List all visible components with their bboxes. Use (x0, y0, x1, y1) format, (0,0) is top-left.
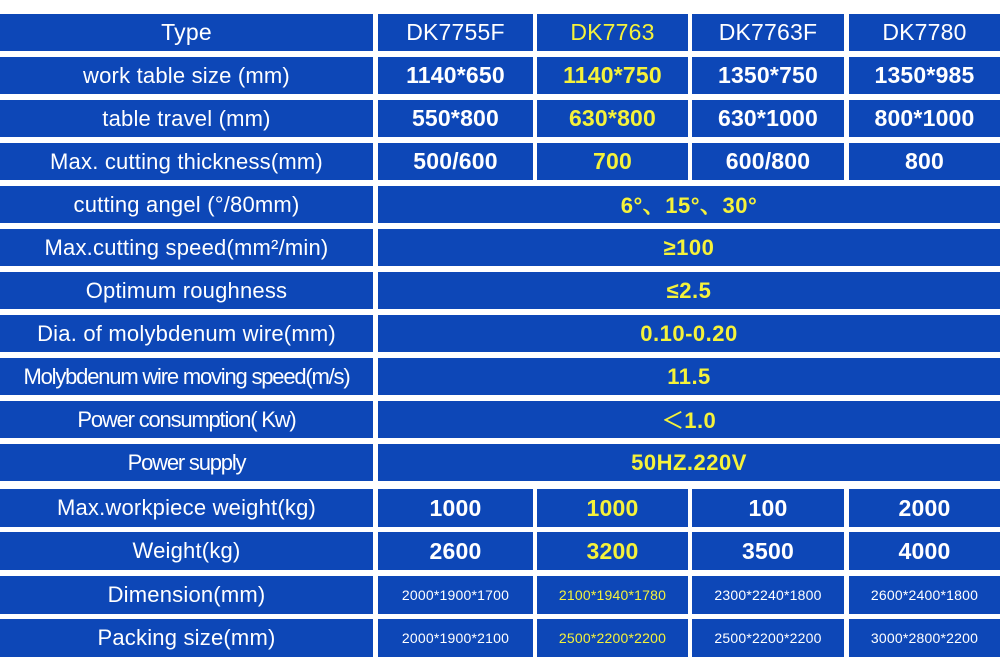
value-dk7780: 800 (849, 143, 1000, 180)
value-dk7780: 2000 (849, 489, 1000, 527)
value-dk7755f: 2600 (378, 532, 533, 570)
row-label: work table size (mm) (0, 57, 373, 94)
row-label: Molybdenum wire moving speed(m/s) (0, 358, 373, 395)
row-power-consumption (0, 401, 1000, 438)
model-header-dk7780: DK7780 (849, 14, 1000, 51)
value-dk7763f: 100 (692, 489, 844, 527)
value-dk7763f: 1350*750 (692, 57, 844, 94)
row-label: Weight(kg) (0, 532, 373, 570)
value-dk7755f: 500/600 (378, 143, 533, 180)
row-label: Max. cutting thickness(mm) (0, 143, 373, 180)
row-max-cutting-thickness (0, 143, 1000, 180)
value-all-models: ≤2.5 (378, 272, 1000, 309)
row-max-cutting-speed (0, 229, 1000, 266)
row-packing-size (0, 619, 1000, 657)
row-label: Packing size(mm) (0, 619, 373, 657)
value-dk7763f: 3500 (692, 532, 844, 570)
value-all-models: ＜1.0 (378, 401, 1000, 438)
value-dk7755f: 1000 (378, 489, 533, 527)
row-label: Power consumption( Kw) (0, 401, 373, 438)
row-cutting-angle (0, 186, 1000, 223)
value-dk7780: 1350*985 (849, 57, 1000, 94)
row-wire-speed (0, 358, 1000, 395)
row-label: table travel (mm) (0, 100, 373, 137)
value-dk7763f: 630*1000 (692, 100, 844, 137)
row-weight (0, 532, 1000, 570)
value-dk7763: 700 (537, 143, 688, 180)
value-dk7763: 2100*1940*1780 (537, 576, 688, 614)
value-dk7780: 2600*2400*1800 (849, 576, 1000, 614)
row-label: Power supply (0, 444, 373, 481)
value-dk7755f: 2000*1900*1700 (378, 576, 533, 614)
row-table-travel (0, 100, 1000, 137)
value-dk7763: 1000 (537, 489, 688, 527)
model-header-dk7763: DK7763 (537, 14, 688, 51)
row-label: Dia. of molybdenum wire(mm) (0, 315, 373, 352)
row-power-supply (0, 444, 1000, 481)
value-dk7763: 3200 (537, 532, 688, 570)
row-label: Max.cutting speed(mm²/min) (0, 229, 373, 266)
value-dk7755f: 2000*1900*2100 (378, 619, 533, 657)
row-wire-diameter (0, 315, 1000, 352)
value-dk7763: 1140*750 (537, 57, 688, 94)
row-work-table-size (0, 57, 1000, 94)
value-all-models: 11.5 (378, 358, 1000, 395)
model-header-dk7763f: DK7763F (692, 14, 844, 51)
value-all-models: 0.10-0.20 (378, 315, 1000, 352)
value-dk7780: 800*1000 (849, 100, 1000, 137)
row-max-workpiece-weight (0, 489, 1000, 527)
value-dk7780: 4000 (849, 532, 1000, 570)
value-dk7763f: 2300*2240*1800 (692, 576, 844, 614)
value-dk7763: 630*800 (537, 100, 688, 137)
type-header: Type (0, 14, 373, 51)
value-dk7780: 3000*2800*2200 (849, 619, 1000, 657)
row-label: Optimum roughness (0, 272, 373, 309)
value-dk7755f: 550*800 (378, 100, 533, 137)
value-dk7763: 2500*2200*2200 (537, 619, 688, 657)
row-label: Dimension(mm) (0, 576, 373, 614)
value-all-models: 50HZ.220V (378, 444, 1000, 481)
value-dk7755f: 1140*650 (378, 57, 533, 94)
value-all-models: ≥100 (378, 229, 1000, 266)
row-label: Max.workpiece weight(kg) (0, 489, 373, 527)
header-row (0, 14, 1000, 51)
model-header-dk7755f: DK7755F (378, 14, 533, 51)
value-all-models: 6°、15°、30° (378, 186, 1000, 223)
value-dk7763f: 2500*2200*2200 (692, 619, 844, 657)
row-dimension (0, 576, 1000, 614)
row-optimum-roughness (0, 272, 1000, 309)
row-label: cutting angel (°/80mm) (0, 186, 373, 223)
value-dk7763f: 600/800 (692, 143, 844, 180)
